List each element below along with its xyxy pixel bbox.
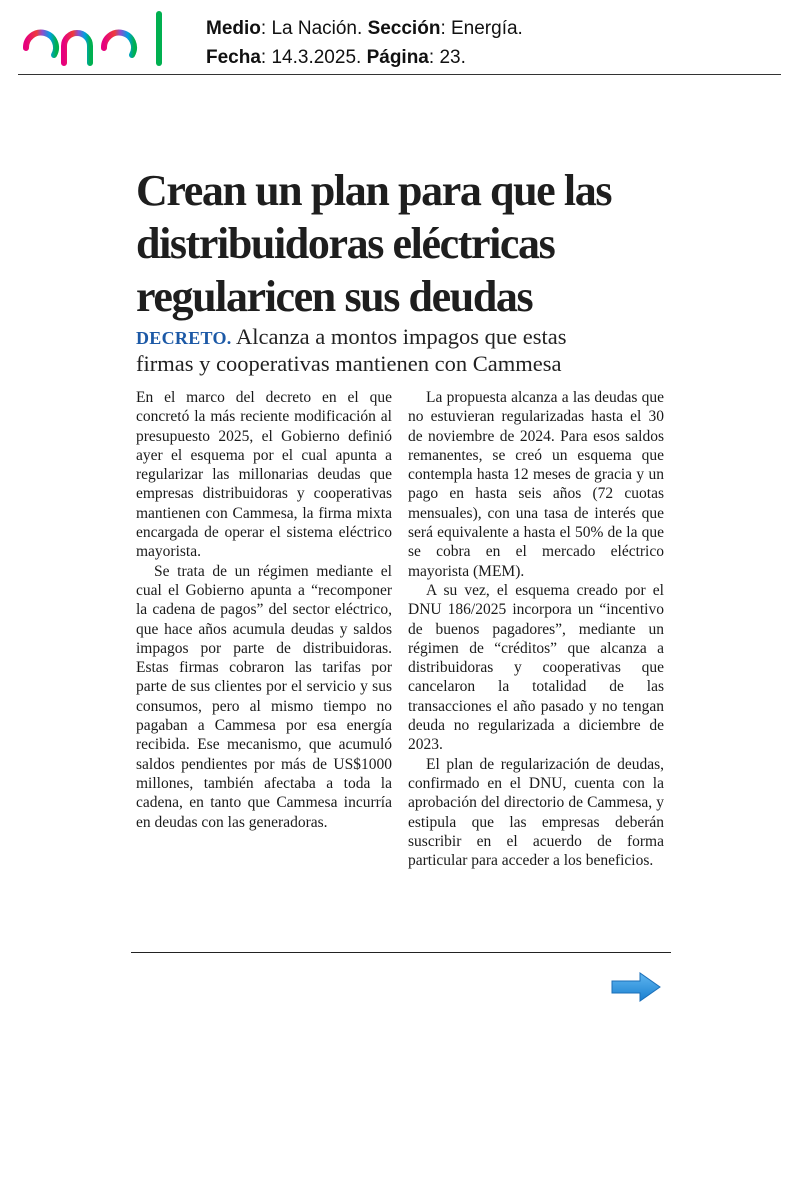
- pagina-label: Página: [366, 47, 429, 68]
- subhead-text: Alcanza a montos impagos que estas: [231, 324, 567, 349]
- header-divider: [18, 74, 781, 75]
- article-headline: [136, 164, 676, 323]
- seccion-label: Sección: [367, 18, 441, 39]
- article-subhead: [136, 324, 676, 376]
- pagina-value: : 23.: [428, 47, 466, 68]
- paragraph: El plan de regularización de deudas, confirmado en el DNU, cuenta con la aprobación del directorio de Cammesa, y estipula que las empresas deberán suscribir en el acuerdo de forma particular para acceder a los beneficios.: [408, 755, 664, 870]
- kicker: DECRETO.: [136, 328, 232, 348]
- fecha-value: : 14.3.2025.: [260, 47, 367, 68]
- headline-line: regularicen sus deudas: [136, 272, 533, 321]
- meta-line-1: [206, 14, 523, 43]
- article-bottom-rule: [131, 952, 671, 953]
- paragraph: En el marco del decreto en el que concretó la más reciente modificación al presupuesto 2025, el Gobierno definió ayer el esquema por el cual apunta a regularizar las millonarias deudas que empresas distribuidoras y cooperativas mantienen con Cammesa, la firma mixta encargada de operar el sistema eléctrico mayorista.: [136, 389, 392, 561]
- arrow-right-icon[interactable]: [610, 970, 662, 1004]
- enel-logo: [18, 8, 170, 68]
- fecha-label: Fecha: [206, 47, 261, 68]
- article-column-right: [408, 388, 664, 870]
- meta-line-2: [206, 43, 523, 72]
- subhead-line: [136, 324, 676, 351]
- medio-value: : La Nación.: [260, 18, 368, 39]
- seccion-value: : Energía.: [440, 18, 523, 39]
- paragraph: La propuesta alcanza a las deudas que no estuvieran regularizadas hasta el 30 de noviembre de 2024. Para esos saldos remanentes, se creó un esquema que contempla hasta 12 meses de gracia y un pago en hasta seis años (72 cuotas mensuales), con una tasa de interés que será equivalente a hasta el 50% de la que se cobra en el mercado eléctrico mayorista (MEM).: [408, 389, 664, 580]
- clipping-meta: [206, 14, 523, 72]
- article-column-left: [136, 388, 392, 832]
- medio-label: Medio: [206, 18, 261, 39]
- headline-line: distribuidoras eléctricas: [136, 219, 555, 268]
- headline-line: Crean un plan para que las: [136, 166, 612, 215]
- paragraph: Se trata de un régimen mediante el cual el Gobierno apunta a “recomponer la cadena de pagos” del sector eléctrico, que hace años acumula deudas y saldos impagos por parte de distribuidoras. Estas firmas cobraron las tarifas por parte de sus clientes por el servicio y sus consumos, pero al mismo tiempo no pagaban a Cammesa por esa energía recibida. Ese mecanismo, que acumuló saldos pendientes por más de US$1000 millones, también afectaba a toda la cadena, en tanto que Cammesa incurría en deudas con las generadoras.: [136, 562, 392, 831]
- paragraph: A su vez, el esquema creado por el DNU 186/2025 incorpora un “incentivo de buenos pagadores”, mediante un régimen de “créditos” que alcanza a distribuidoras y cooperativas que cancelaron la totalidad de las transacciones el año pasado y no tengan deuda no regularizada a diciembre de 2023.: [408, 581, 664, 754]
- subhead-line: firmas y cooperativas mantienen con Cammesa: [136, 351, 562, 376]
